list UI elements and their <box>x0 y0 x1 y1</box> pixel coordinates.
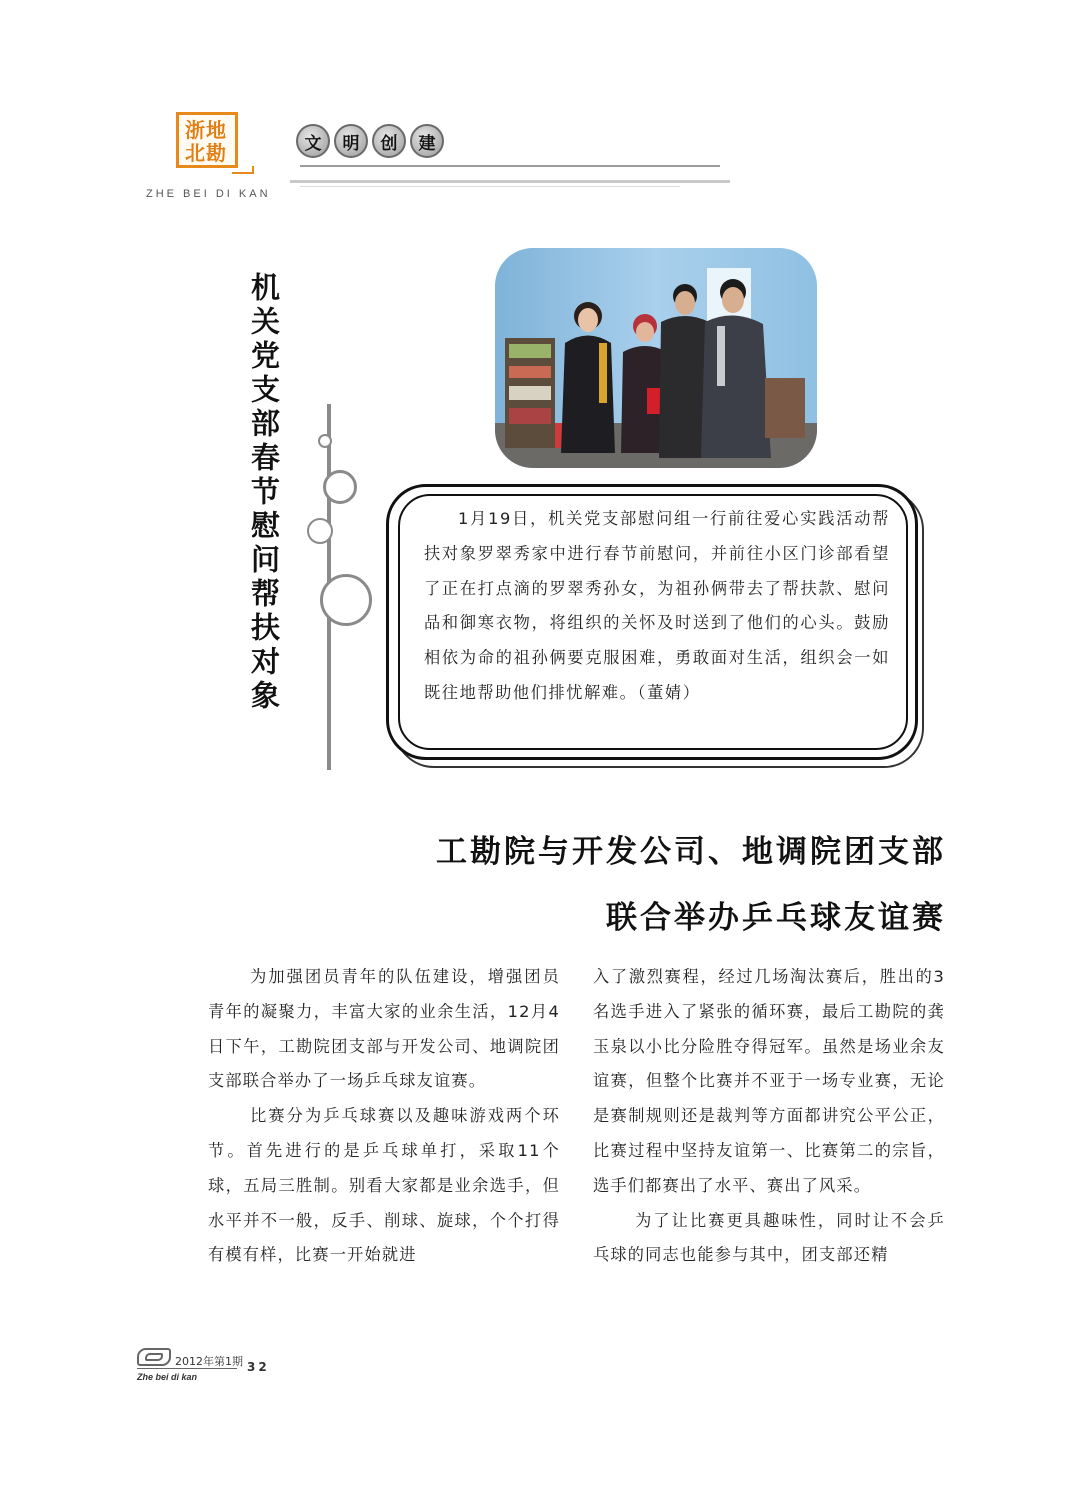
logo-pinyin: ZHE BEI DI KAN <box>146 188 271 200</box>
story1-title: 机关党支部春节慰问帮扶对象 <box>247 272 281 714</box>
page-number: 32 <box>247 1360 270 1374</box>
magazine-logo <box>176 112 238 168</box>
masthead-rule <box>300 165 720 167</box>
section-badge: 创 <box>372 124 406 158</box>
story2-right-column <box>593 960 945 1273</box>
story2-paragraph: 比赛分为乒乓球赛以及趣味游戏两个环节。首先进行的是乒乓球单打，采取11个球，五局三胜制。别看大家都是业余选手，但水平并不一般，反手、削球、旋球，个个打得有模有样，比赛一开始就进 <box>208 1106 560 1265</box>
logo-corner-decoration <box>232 166 254 174</box>
decorative-ring <box>323 470 357 504</box>
story2-paragraph: 入了激烈赛程，经过几场淘汰赛后，胜出的3名选手进入了紧张的循环赛，最后工勘院的龚玉泉以小比分险胜夺得冠军。虽然是场业余友谊赛，但整个比赛并不亚于一场专业赛，无论是赛制规则还是裁判等方面都讲究公平公正，比赛过程中坚持友谊第一、比赛第二的宗旨，选手们都赛出了水平、赛出了风采。 <box>593 967 945 1195</box>
masthead-rule <box>300 186 680 187</box>
decorative-ring <box>318 434 332 448</box>
group-photo-illustration <box>495 248 817 468</box>
decorative-ring <box>320 574 372 626</box>
story2-title-line1: 工勘院与开发公司、地调院团支部 <box>436 834 946 870</box>
decorative-ring <box>307 518 333 544</box>
footer-pinyin: Zhe bei di kan <box>137 1372 198 1382</box>
story1-caption: 1月19日，机关党支部慰问组一行前往爱心实践活动帮扶对象罗翠秀家中进行春节前慰问，并前往小区门诊部看望了正在打点滴的罗翠秀孙女，为祖孙俩带去了帮扶款、慰问品和御寒衣物，将组织的关怀及时送到了他们的心头。鼓励相依为命的祖孙俩要克服困难，勇敢面对生活，组织会一如既往地帮助他们排忧解难。（董婧） <box>424 509 890 702</box>
section-badge: 文 <box>296 124 330 158</box>
section-badge: 明 <box>334 124 368 158</box>
story2-paragraph: 为加强团员青年的队伍建设，增强团员青年的凝聚力，丰富大家的业余生活，12月4日下午，工勘院团支部与开发公司、地调院团支部联合举办了一场乒乓球友谊赛。 <box>208 967 560 1091</box>
section-badges <box>296 124 444 164</box>
footer-rule <box>137 1368 237 1369</box>
footer-issue: 2012年第1期 <box>175 1355 243 1368</box>
masthead-rule <box>290 180 730 183</box>
story2-title-line2: 联合举办乒乓球友谊赛 <box>606 900 946 936</box>
story2-left-column <box>208 960 560 1273</box>
footer-logo-mark <box>145 1353 163 1361</box>
story2-paragraph: 为了让比赛更具趣味性，同时让不会乒乓球的同志也能参与其中，团支部还精 <box>593 1210 945 1265</box>
visit-photo <box>495 248 817 468</box>
logo-line-2: 北勘 <box>185 141 227 165</box>
section-badge: 建 <box>410 124 444 158</box>
logo-line-1: 浙地 <box>185 118 227 142</box>
